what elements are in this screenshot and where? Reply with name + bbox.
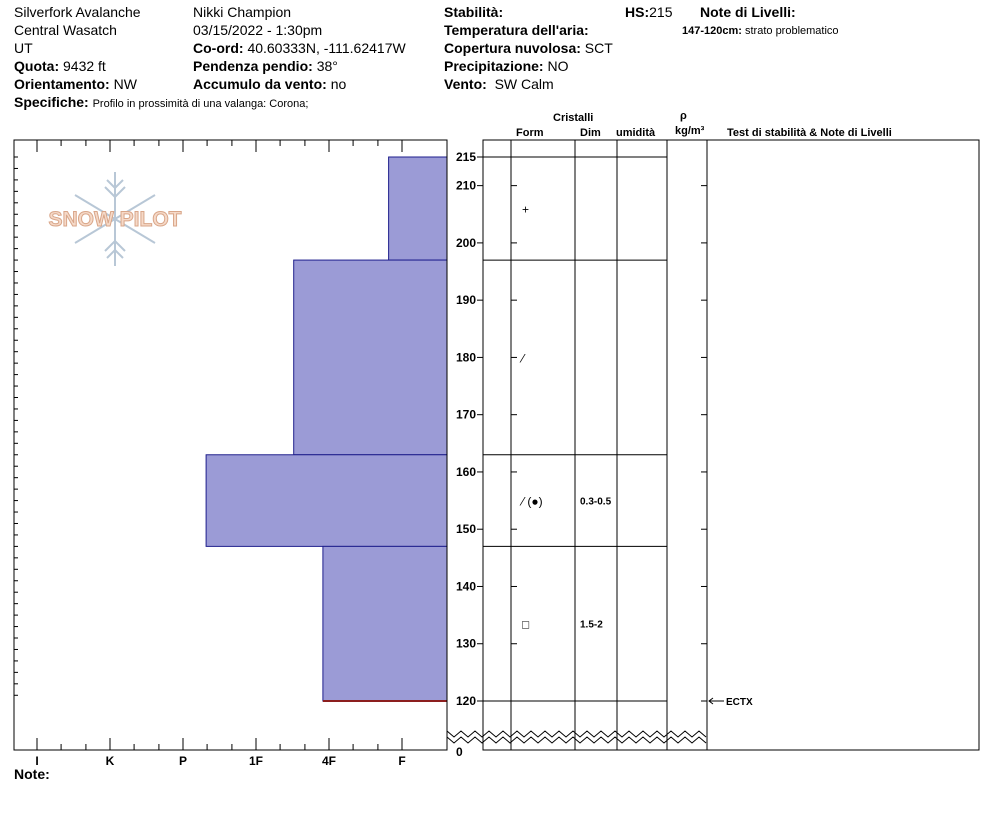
hardness-layer-bar <box>294 260 447 455</box>
col-dim: Dim <box>580 127 601 139</box>
orientation-value: NW <box>113 76 137 92</box>
copertura-label: Copertura nuvolosa: <box>444 40 581 56</box>
note-livelli-text: strato problematico <box>745 25 839 37</box>
accumulo-label: Accumulo da vento: <box>193 76 327 92</box>
hs-value: 215 <box>649 4 673 20</box>
crystal-form-symbol: ⁄ <box>522 351 525 366</box>
hardness-tick-label: I <box>35 754 39 768</box>
pendenza-label: Pendenza pendio: <box>193 58 313 74</box>
coord-label: Co-ord: <box>193 40 244 56</box>
crystal-form-symbol: □ <box>522 617 530 632</box>
crystal-grid <box>447 140 979 750</box>
hardness-layer-bar <box>323 546 447 701</box>
depth-tick-label: 0 <box>456 745 463 759</box>
depth-tick-label: 150 <box>456 522 477 537</box>
col-test-notes: Test di stabilità & Note di Livelli <box>727 127 892 139</box>
crystal-size-label: 0.3-0.5 <box>580 496 612 508</box>
hardness-layer-bar <box>389 157 447 260</box>
specifiche-value: Profilo in prossimità di una valanga: Corona; <box>92 98 309 110</box>
quota-label: Quota: <box>14 58 60 74</box>
orientation-label: Orientamento: <box>14 76 110 92</box>
col-cristalli: Cristalli <box>553 112 594 124</box>
datetime: 03/15/2022 - 1:30pm <box>193 22 323 38</box>
col-rho: ρ <box>680 110 687 122</box>
precip-label: Precipitazione: <box>444 58 544 74</box>
depth-tick-label: 160 <box>456 464 477 479</box>
depth-tick-label: 210 <box>456 178 477 193</box>
hardness-tick-label: K <box>105 754 115 768</box>
crystal-form-symbol: ⁄ (●) <box>522 494 543 509</box>
specifiche-label: Specifiche: <box>14 94 89 110</box>
depth-tick-label: 180 <box>456 350 477 365</box>
footer-note-label: Note: <box>14 766 50 782</box>
depth-tick-label: 130 <box>456 636 477 651</box>
hardness-tick-label: P <box>178 754 188 768</box>
accumulo-value: no <box>330 76 347 92</box>
stabilita-label: Stabilità: <box>444 4 504 20</box>
note-livelli-range: 147-120cm: <box>682 25 742 37</box>
depth-tick-label: 215 <box>456 150 477 164</box>
depth-tick-label: 120 <box>456 694 477 708</box>
snowpilot-logo <box>49 172 182 266</box>
range-name: Central Wasatch <box>14 22 117 38</box>
crystal-table-frame <box>483 140 979 750</box>
note-livelli-label: Note di Livelli: <box>700 4 796 20</box>
crystal-size-label: 1.5-2 <box>580 619 603 631</box>
logo-text: SNOW PILOT <box>48 208 182 231</box>
copertura-value: SCT <box>584 40 613 56</box>
test-result-label: ECTX <box>726 697 753 708</box>
col-umidita: umidità <box>616 127 656 139</box>
depth-tick-label: 190 <box>456 293 477 308</box>
vento-label: Vento: <box>444 76 487 92</box>
hardness-tick-label: 4F <box>321 754 337 768</box>
location-name: Silverfork Avalanche <box>14 4 141 20</box>
crystal-form-symbol: + <box>522 202 530 217</box>
depth-tick-label: 200 <box>456 235 477 250</box>
hs-label: HS: <box>625 4 650 20</box>
coord-value: 40.60333N, -111.62417W <box>247 40 406 56</box>
temperatura-label: Temperatura dell'aria: <box>444 22 589 38</box>
observer-name: Nikki Champion <box>193 4 292 20</box>
quota-value: 9432 ft <box>63 58 106 74</box>
vento-value: SW Calm <box>494 76 554 92</box>
depth-tick-label: 140 <box>456 579 477 594</box>
col-form: Form <box>516 127 544 139</box>
pendenza-value: 38° <box>316 58 338 74</box>
hardness-layer-bar <box>206 455 447 547</box>
hardness-tick-label: 1F <box>248 754 264 768</box>
depth-tick-label: 170 <box>456 407 477 422</box>
state-name: UT <box>14 40 33 56</box>
col-kgm3: kg/m³ <box>675 125 705 137</box>
hardness-tick-label: F <box>398 754 406 768</box>
hardness-layers <box>206 157 447 701</box>
precip-value: NO <box>547 58 569 74</box>
